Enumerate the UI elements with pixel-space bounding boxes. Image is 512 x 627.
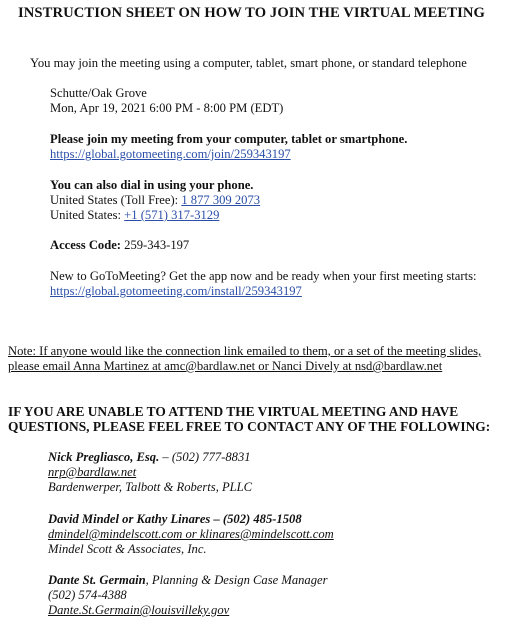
phone2-label: United States: [50, 208, 125, 222]
join-link[interactable]: https://global.gotomeeting.com/join/259343197 [50, 147, 291, 161]
join-heading: Please join my meeting from your computer, tablet or smartphone. [50, 132, 408, 146]
phone-line-2 [50, 208, 219, 223]
phone2-link[interactable]: +1 (571) 317-3129 [124, 208, 220, 222]
contact-1-phone: – (502) 777-8831 [159, 450, 251, 464]
meeting-name: Schutte/Oak Grove [50, 86, 147, 100]
note-line-2: please email Anna Martinez at amc@bardlaw.net or Nanci Dively at nsd@bardlaw.net [8, 359, 443, 373]
contact-heading-line-2: QUESTIONS, PLEASE FEEL FREE TO CONTACT ANY OF THE FOLLOWING: [8, 419, 491, 434]
contact-2-name: David Mindel or Kathy Linares – (502) 485-1508 [48, 512, 302, 526]
install-link[interactable]: https://global.gotomeeting.com/install/259343197 [50, 284, 302, 298]
dial-heading: You can also dial in using your phone. [50, 178, 254, 192]
contact-1-name-line [48, 450, 251, 465]
intro-text: You may join the meeting using a computer, tablet, smart phone, or standard telephone [30, 56, 467, 70]
access-code-label: Access Code: [50, 238, 121, 252]
contact-1-email[interactable]: nrp@bardlaw.net [48, 465, 137, 479]
meeting-datetime: Mon, Apr 19, 2021 6:00 PM - 8:00 PM (EDT) [50, 101, 284, 115]
access-code-line [50, 238, 189, 253]
access-code-value: 259-343-197 [121, 238, 190, 252]
contact-2-email[interactable]: dmindel@mindelscott.com or klinares@mindelscott.com [48, 527, 334, 541]
contact-3-name-line [48, 573, 328, 588]
contact-3-name: Dante St. Germain [48, 573, 146, 587]
page-title: INSTRUCTION SHEET ON HOW TO JOIN THE VIRTUAL MEETING [18, 5, 485, 21]
contact-1-org: Bardenwerper, Talbott & Roberts, PLLC [48, 480, 253, 494]
note-line-1: Note: If anyone would like the connection link emailed to them, or a set of the meeting slides, [8, 344, 482, 358]
phone-line-1 [50, 193, 260, 208]
contact-1-name: Nick Pregliasco, Esq. [48, 450, 160, 464]
phone1-link[interactable]: 1 877 309 2073 [181, 193, 261, 207]
contact-heading-line-1: IF YOU ARE UNABLE TO ATTEND THE VIRTUAL MEETING AND HAVE [8, 404, 459, 419]
contact-2-org: Mindel Scott & Associates, Inc. [48, 542, 207, 556]
new-user-text: New to GoToMeeting? Get the app now and be ready when your first meeting starts: [50, 269, 477, 283]
contact-3-phone: (502) 574-4388 [48, 588, 127, 602]
contact-3-email[interactable]: Dante.St.Germain@louisvilleky.gov [48, 603, 230, 617]
contact-3-role: , Planning & Design Case Manager [145, 573, 328, 587]
phone1-label: United States (Toll Free): [50, 193, 182, 207]
